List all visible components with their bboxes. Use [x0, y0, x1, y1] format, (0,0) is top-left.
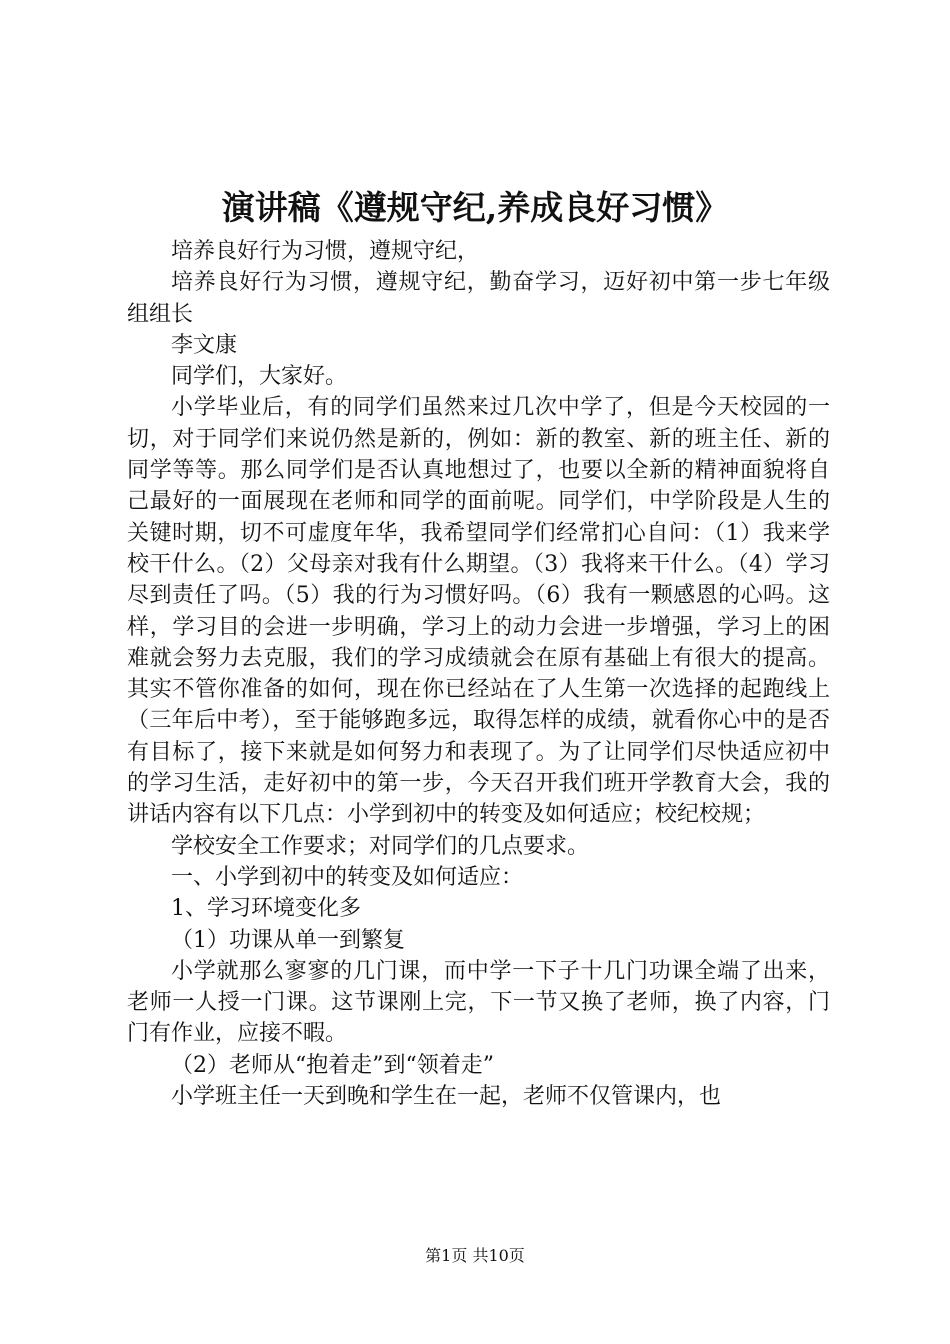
page-number: 第1页 共10页 [425, 1246, 525, 1265]
document-title: 演讲稿《遵规守纪,养成良好习惯》 [221, 188, 729, 227]
paragraph: 培养良好行为习惯，遵规守纪，勤奋学习，迈好初中第一步七年级组组长 [127, 270, 830, 327]
document-body [127, 236, 830, 1112]
section-heading: 一、小学到初中的转变及如何适应： [171, 864, 524, 890]
paragraph: 培养良好行为习惯，遵规守纪， [171, 239, 480, 264]
subsection-heading: 1、学习环境变化多 [171, 896, 361, 922]
greeting: 同学们，大家好。 [171, 364, 348, 390]
item-heading: （1）功课从单一到繁复 [171, 927, 405, 953]
paragraph: 学校安全工作要求；对同学们的几点要求。 [171, 833, 590, 859]
item-heading: （2）老师从“抱着走”到“领着走” [171, 1052, 494, 1078]
paragraph: 小学毕业后，有的同学们虽然来过几次中学了，但是今天校园的一切，对于同学们来说仍然是新的，例如：新的教室、新的班主任、新的同学等等。那么同学们是否认真地想过了，也要以全新的精神面貌将自己最好的一面展现在老师和同学的面前呢。同学们，中学阶段是人生的关键时期，切不可虚度年华，我希望同学们经常扪心自问：（1）我来学校干什么。（2）父母亲对我有什么期望。（3）我将来干什么。（4）学习尽到责任了吗。（5）我的行为习惯好吗。（6）我有一颗感恩的心吗。这样，学习目的会进一步明确，学习上的动力会进一步增强，学习上的困难就会努力去克服，我们的学习成绩就会在原有基础上有很大的提高。其实不管你准备的如何，现在你已经站在了人生第一次选择的起跑线上（三年后中考），至于能够跑多远，取得怎样的成绩，就看你心中的是否有目标了，接下来就是如何努力和表现了。为了让同学们尽快适应初中的学习生活，走好初中的第一步，今天召开我们班开学教育大会，我的讲话内容有以下几点：小学到初中的转变及如何适应；校纪校规； [127, 395, 830, 828]
paragraph: 小学就那么寥寥的几门课，而中学一下子十几门功课全端了出来，老师一人授一门课。这节课刚上完，下一节又换了老师，换了内容，门门有作业，应接不暇。 [127, 958, 830, 1047]
paragraph: 小学班主任一天到晚和学生在一起，老师不仅管课内，也 [171, 1084, 722, 1110]
author-name: 李文康 [171, 332, 238, 358]
